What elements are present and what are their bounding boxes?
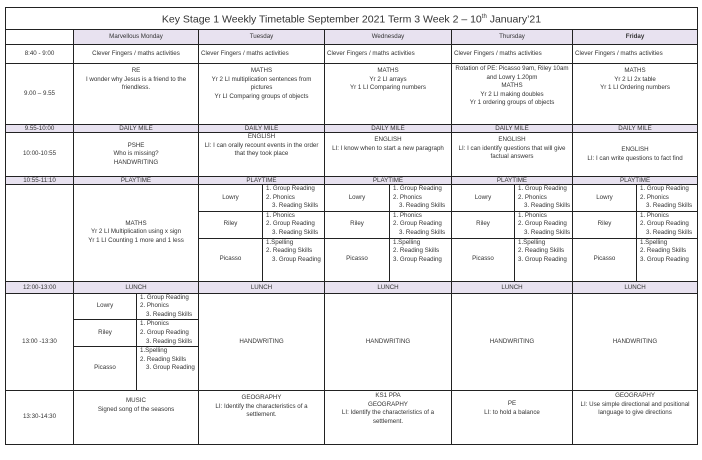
group-activities (137, 347, 199, 391)
group-name: Riley (573, 211, 637, 238)
cell-wednesday: Clever Fingers / maths activities (325, 45, 452, 64)
day-header-row (6, 30, 698, 45)
row-daily-mile (6, 125, 698, 133)
group-activities (263, 185, 325, 212)
lesson-detail: Yr 1 LI Counting 1 more and 1 less (88, 237, 184, 245)
cell-thursday: LUNCH (452, 281, 573, 293)
subject: ENGLISH (498, 136, 526, 143)
group-activity-item: 1. Phonics (140, 320, 169, 328)
subject: PE (507, 400, 517, 408)
subject: ENGLISH (374, 136, 402, 143)
group-activity-item: 2. Group Reading (393, 220, 442, 228)
cell-wednesday: LUNCH (325, 281, 452, 293)
group-activity-item: 2. Phonics (140, 302, 169, 310)
group-activity-item: 1. Phonics (518, 211, 547, 219)
cell-tuesday: LUNCH (199, 281, 325, 293)
cell-tuesday (199, 391, 325, 445)
group-activity-item: 3. Group Reading (640, 255, 689, 263)
cell-friday (573, 64, 698, 125)
group-name: Lowry (452, 185, 515, 212)
cell-thursday (452, 391, 573, 445)
group-activities (390, 211, 452, 238)
group-activities (515, 238, 573, 281)
group-name: Riley (325, 211, 390, 238)
group-activity-item: 2. Group Reading (640, 220, 689, 228)
row-lunch (6, 281, 698, 293)
group-name: Picasso (452, 238, 515, 281)
lesson-detail: LI: Identify the characteristics of a settlement. (341, 409, 435, 425)
cell-friday: HANDWRITING (573, 293, 698, 391)
row-900 (6, 64, 698, 125)
cell-tuesday (199, 133, 325, 177)
group-activities (137, 293, 199, 320)
group-activity-item: 1.Spelling (393, 238, 421, 246)
time-label: 13:00 -13:30 (6, 293, 74, 391)
subject: GEOGRAPHY (241, 394, 282, 402)
cell-tuesday: Clever Fingers / maths activities (199, 45, 325, 64)
cell-wednesday: DAILY MILE (325, 125, 452, 133)
lesson-detail: I wonder why Jesus is a friend to the friendless. (85, 75, 187, 92)
group-activities (637, 211, 698, 238)
lesson-detail: Yr 2 LI multiplication sentences from pictures (211, 75, 312, 92)
group-name: Picasso (573, 238, 637, 281)
group-activities (637, 238, 698, 281)
time-label: 12:00-13:00 (6, 281, 74, 293)
row-840 (6, 45, 698, 64)
cell-tuesday: DAILY MILE (199, 125, 325, 133)
lesson-detail: LI: Use simple directional and positional language to give directions (580, 400, 690, 417)
subject: GEOGRAPHY (368, 400, 408, 408)
group-name: Lowry (199, 185, 263, 212)
cell-thursday: PLAYTIME (452, 177, 573, 185)
group-activities (637, 185, 698, 212)
title-row (6, 8, 698, 30)
group-activity-item: 3. Reading Skills (646, 228, 693, 236)
cell-wednesday: HANDWRITING (325, 293, 452, 391)
timetable-page (5, 7, 697, 445)
time-label: 10:00-10:55 (6, 133, 74, 177)
group-activities (390, 238, 452, 281)
cell-friday: DAILY MILE (573, 125, 698, 133)
cell-tuesday (199, 64, 325, 125)
group-name: Lowry (573, 185, 637, 212)
cell-tuesday: PLAYTIME (199, 177, 325, 185)
cell-friday (573, 391, 698, 445)
lesson-detail: Who is missing? (113, 150, 159, 158)
group-activity-item: 1.Spelling (140, 347, 168, 355)
time-label: 10:55-11:10 (6, 177, 74, 185)
row-1000 (6, 133, 698, 177)
cell-tuesday: HANDWRITING (199, 293, 325, 391)
group-activity-item: 1. Group Reading (140, 293, 189, 301)
corner-cell (6, 30, 74, 45)
group-activity-item: 3. Group Reading (146, 364, 195, 372)
lesson-detail: LI: Identify the characteristics of a settlement. (215, 402, 308, 419)
lesson-detail: Yr 1 LI Ordering numbers (600, 84, 670, 92)
group-activity-item: 3. Group Reading (272, 255, 321, 263)
lesson-detail: LI: I can write questions to fact find (587, 154, 683, 162)
group-activity-item: 1.Spelling (640, 238, 668, 246)
group-name: Lowry (325, 185, 390, 212)
group-activity-item: 3. Reading Skills (646, 202, 693, 210)
subject: MATHS (250, 67, 273, 74)
group-activity-item: 1.Spelling (266, 238, 294, 246)
group-activity-item: 2. Reading Skills (393, 247, 440, 255)
cell-monday (74, 185, 199, 282)
cell-monday: LUNCH (74, 281, 199, 293)
subject: ENGLISH (621, 145, 649, 153)
group-activity-item: 1. Group Reading (266, 185, 315, 192)
group-activity-item: 2. Group Reading (518, 220, 567, 228)
group-name: Riley (199, 211, 263, 238)
group-activity-item: 3. Reading Skills (146, 337, 193, 345)
subject: ENGLISH (247, 133, 276, 140)
group-activity-item: 1. Phonics (640, 211, 669, 219)
cell-monday (74, 133, 199, 177)
row-playtime (6, 177, 698, 185)
row-1110-lowry (6, 185, 698, 212)
group-activities (390, 185, 452, 212)
group-name: Picasso (325, 238, 390, 281)
group-activity-item: 3. Group Reading (393, 255, 442, 263)
group-activities (137, 320, 199, 347)
lesson-detail: Yr 1 LI Comparing numbers (349, 84, 426, 92)
subject: GEOGRAPHY (615, 392, 655, 400)
group-activity-item: 3. Group Reading (518, 255, 567, 263)
group-activity-item: 3. Reading Skills (272, 202, 319, 210)
time-label: 9.55-10:00 (6, 125, 74, 133)
group-activity-item: 1.Spelling (518, 238, 546, 246)
lesson-detail: Yr LI Comparing groups of objects (214, 92, 309, 100)
group-name: Lowry (74, 293, 137, 320)
group-activity-item: 2. Phonics (266, 193, 295, 201)
subject: MATHS (501, 82, 523, 90)
group-activity-item: 3. Reading Skills (399, 202, 446, 210)
group-activity-item: 1. Group Reading (393, 185, 442, 192)
group-name: Riley (452, 211, 515, 238)
cell-thursday: DAILY MILE (452, 125, 573, 133)
group-activity-item: 2. Phonics (393, 193, 422, 201)
cell-monday: DAILY MILE (74, 125, 199, 133)
cell-monday (74, 391, 199, 445)
lesson-detail: Yr 2 LI making doubles (480, 90, 544, 98)
group-activities (515, 211, 573, 238)
group-activity-item: 2. Reading Skills (518, 247, 565, 255)
group-activity-item: 1. Phonics (393, 211, 422, 219)
lesson-detail: Yr 2 LI Multiplication using x sign (90, 228, 182, 236)
cell-monday: Clever Fingers / maths activities (74, 45, 199, 64)
group-activity-item: 2. Phonics (518, 193, 547, 201)
group-activity-item: 1. Phonics (266, 211, 295, 219)
group-name: Riley (74, 320, 137, 347)
group-activities (263, 211, 325, 238)
subject: MATHS (125, 219, 147, 227)
cell-monday (74, 64, 199, 125)
lesson-detail: LI: I can identify questions that will give factual answers (458, 144, 566, 161)
group-name: Picasso (199, 238, 263, 281)
group-activity-item: 1. Group Reading (640, 185, 689, 192)
time-label: 8:40 - 9:00 (6, 45, 74, 64)
subject: MUSIC (126, 397, 146, 405)
lesson-detail: LI: I know when to start a new paragraph (332, 144, 444, 152)
cell-wednesday (325, 133, 452, 177)
subject: HANDWRITING (113, 158, 159, 166)
group-activity-item: 1. Group Reading (518, 185, 567, 192)
cell-thursday (452, 133, 573, 177)
group-activities (263, 238, 325, 281)
group-activity-item: 2. Group Reading (140, 328, 189, 336)
cell-wednesday (325, 64, 452, 125)
cell-friday: Clever Fingers / maths activities (573, 45, 698, 64)
lesson-detail: Yr 1 ordering groups of objects (469, 99, 555, 107)
lesson-detail: LI: I can orally recount events in the order that they took place (204, 141, 319, 158)
group-activity-item: 3. Reading Skills (524, 202, 571, 210)
cell-thursday (452, 64, 573, 125)
group-activities (515, 185, 573, 212)
cell-monday: PLAYTIME (74, 177, 199, 185)
day-header-thursday: Thursday (452, 30, 573, 45)
day-header-monday: Marvellous Monday (74, 30, 199, 45)
lesson-note: KS1 PPA (375, 392, 401, 400)
lesson-detail: Yr 2 LI arrays (369, 75, 407, 83)
subject: MATHS (624, 67, 646, 74)
day-header-friday: Friday (573, 30, 698, 45)
lesson-detail: LI: to hold a balance (484, 408, 540, 416)
cell-friday (573, 133, 698, 177)
group-activity-item: 2. Reading Skills (266, 247, 313, 255)
time-label: 13:30-14:30 (6, 391, 74, 445)
group-activity-item: 2. Group Reading (266, 220, 315, 228)
lesson-detail: Signed song of the seasons (97, 405, 175, 413)
time-label: 9.00 – 9.55 (6, 64, 74, 125)
row-1300-lowry (6, 293, 698, 320)
page-title: Key Stage 1 Weekly Timetable September 2021 Term 3 Week 2 – 10th January’21 (6, 8, 698, 30)
subject: MATHS (377, 67, 399, 74)
row-1330 (6, 391, 698, 445)
cell-wednesday (325, 391, 452, 445)
group-activity-item: 3. Reading Skills (146, 310, 193, 318)
cell-thursday: Clever Fingers / maths activities (452, 45, 573, 64)
group-name: Picasso (74, 347, 137, 391)
group-activity-item: 3. Reading Skills (272, 228, 319, 236)
group-activity-item: 2. Phonics (640, 193, 669, 201)
lesson-detail: Yr 2 LI 2x table (614, 75, 656, 83)
day-header-tuesday: Tuesday (199, 30, 325, 45)
subject: PSHE (127, 141, 145, 149)
group-activity-item: 2. Reading Skills (140, 355, 187, 363)
group-activity-item: 2. Reading Skills (640, 247, 687, 255)
lesson-note: Rotation of PE: Picasso 9am, Riley 10am and Lowry 1.20pm (455, 65, 569, 81)
cell-wednesday: PLAYTIME (325, 177, 452, 185)
cell-thursday: HANDWRITING (452, 293, 573, 391)
cell-friday: LUNCH (573, 281, 698, 293)
subject: RE (131, 67, 141, 74)
group-activity-item: 3. Reading Skills (524, 228, 571, 236)
group-activity-item: 3. Reading Skills (399, 228, 446, 236)
timetable (5, 7, 698, 445)
day-header-wednesday: Wednesday (325, 30, 452, 45)
time-label (6, 185, 74, 282)
cell-friday: PLAYTIME (573, 177, 698, 185)
